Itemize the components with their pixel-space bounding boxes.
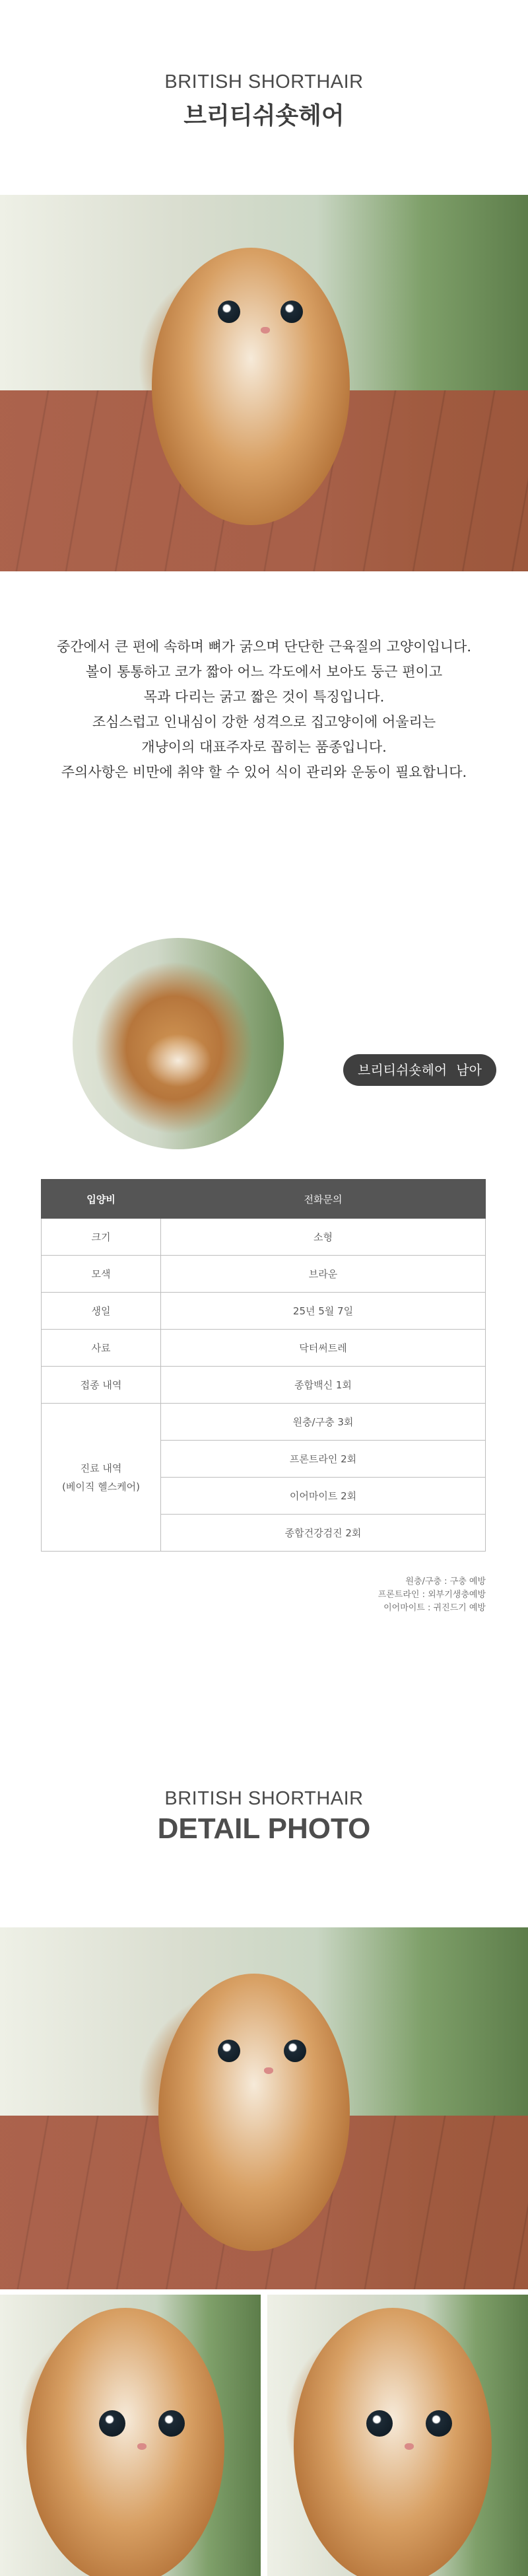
- kitten-info-table: [41, 1179, 486, 1552]
- detail-title: DETAIL PHOTO: [157, 1812, 371, 1845]
- kitten-nose: [405, 2443, 414, 2450]
- row-value: 소형: [161, 1219, 486, 1256]
- kitten-left-eye: [218, 2040, 240, 2062]
- medical-label-sub: (베이직 헬스케어): [62, 1480, 140, 1493]
- kitten-shape: [26, 2308, 224, 2576]
- table-row: [42, 1293, 486, 1330]
- kitten-left-eye: [366, 2410, 393, 2437]
- row-label: 크기: [42, 1219, 161, 1256]
- treatment-legend: [378, 1575, 486, 1615]
- description-line: 볼이 통통하고 코가 짧아 어느 각도에서 보아도 둥근 편이고: [85, 664, 443, 680]
- badge-breed: 브리티쉬숏헤어: [358, 1062, 447, 1078]
- description-line: 중간에서 큰 편에 속하며 뼈가 굵으며 단단한 근육질의 고양이입니다.: [56, 639, 472, 655]
- hero-kitten-photo: [0, 195, 528, 571]
- legend-line: 이어마이트 : 귀진드기 예방: [383, 1603, 486, 1613]
- kitten-shape: [294, 2308, 492, 2576]
- kitten-nose: [264, 2067, 273, 2074]
- kitten-left-eye: [73, 938, 92, 958]
- description-line: 개냥이의 대표주자로 꼽히는 품종입니다.: [141, 739, 387, 755]
- detail-kitten-photo: [0, 1927, 528, 2289]
- kitten-left-eye: [99, 2410, 125, 2437]
- table-row: [42, 1367, 486, 1404]
- description-line: 주의사항은 비만에 취약 할 수 있어 식이 관리와 운동이 필요합니다.: [61, 764, 467, 780]
- page-title: 브리티쉬숏헤어: [183, 102, 345, 129]
- medical-label-main: 진료 내역: [80, 1462, 122, 1474]
- row-label: 사료: [42, 1330, 161, 1367]
- detail-header: [0, 1788, 528, 1845]
- medical-item: 원충/구충 3회: [161, 1404, 486, 1441]
- row-value: 브라운: [161, 1256, 486, 1293]
- table-row: [42, 1404, 486, 1441]
- row-label: 모색: [42, 1256, 161, 1293]
- row-value: 닥터써트레: [161, 1330, 486, 1367]
- adoption-fee-value: 전화문의: [161, 1180, 486, 1219]
- row-value: 25년 5월 7일: [161, 1293, 486, 1330]
- legend-line: 원충/구충 : 구충 예방: [405, 1577, 486, 1587]
- breed-sex-badge: [343, 1054, 496, 1086]
- medical-item: 프론트라인 2회: [161, 1441, 486, 1478]
- kitten-shape: [152, 248, 350, 525]
- detail-kitten-photo-left: [0, 2295, 261, 2576]
- row-label: 접종 내역: [42, 1367, 161, 1404]
- medical-history-label: [42, 1404, 161, 1552]
- legend-line: 프론트라인 : 외부기생충예방: [378, 1590, 486, 1600]
- badge-sex: 남아: [456, 1062, 482, 1078]
- medical-item: 종합건강검진 2회: [161, 1515, 486, 1552]
- kitten-portrait: [73, 938, 284, 1149]
- kitten-left-eye: [218, 301, 240, 323]
- description-line: 조심스럽고 인내심이 강한 성격으로 집고양이에 어울리는: [92, 714, 436, 730]
- table-header-row: [42, 1180, 486, 1219]
- kitten-right-eye: [284, 2040, 306, 2062]
- detail-kitten-photo-right: [267, 2295, 528, 2576]
- detail-eyebrow: BRITISH SHORTHAIR: [164, 1788, 364, 1809]
- kitten-right-eye: [426, 2410, 452, 2437]
- row-label: 생일: [42, 1293, 161, 1330]
- table-row: [42, 1330, 486, 1367]
- table-row: [42, 1219, 486, 1256]
- kitten-shape: [158, 1974, 350, 2251]
- kitten-right-eye: [158, 2410, 185, 2437]
- row-value: 종합백신 1회: [161, 1367, 486, 1404]
- medical-item: 이어마이트 2회: [161, 1478, 486, 1515]
- page-header: [0, 71, 528, 131]
- kitten-nose: [261, 327, 270, 334]
- description-line: 목과 다리는 굵고 짧은 것이 특징입니다.: [143, 689, 385, 705]
- breed-description: [0, 634, 528, 785]
- kitten-right-eye: [280, 301, 303, 323]
- table-row: [42, 1256, 486, 1293]
- kitten-nose: [137, 2443, 147, 2450]
- kitten-right-eye: [73, 958, 92, 978]
- adoption-fee-label: 입양비: [42, 1180, 161, 1219]
- breed-eyebrow: BRITISH SHORTHAIR: [164, 71, 364, 92]
